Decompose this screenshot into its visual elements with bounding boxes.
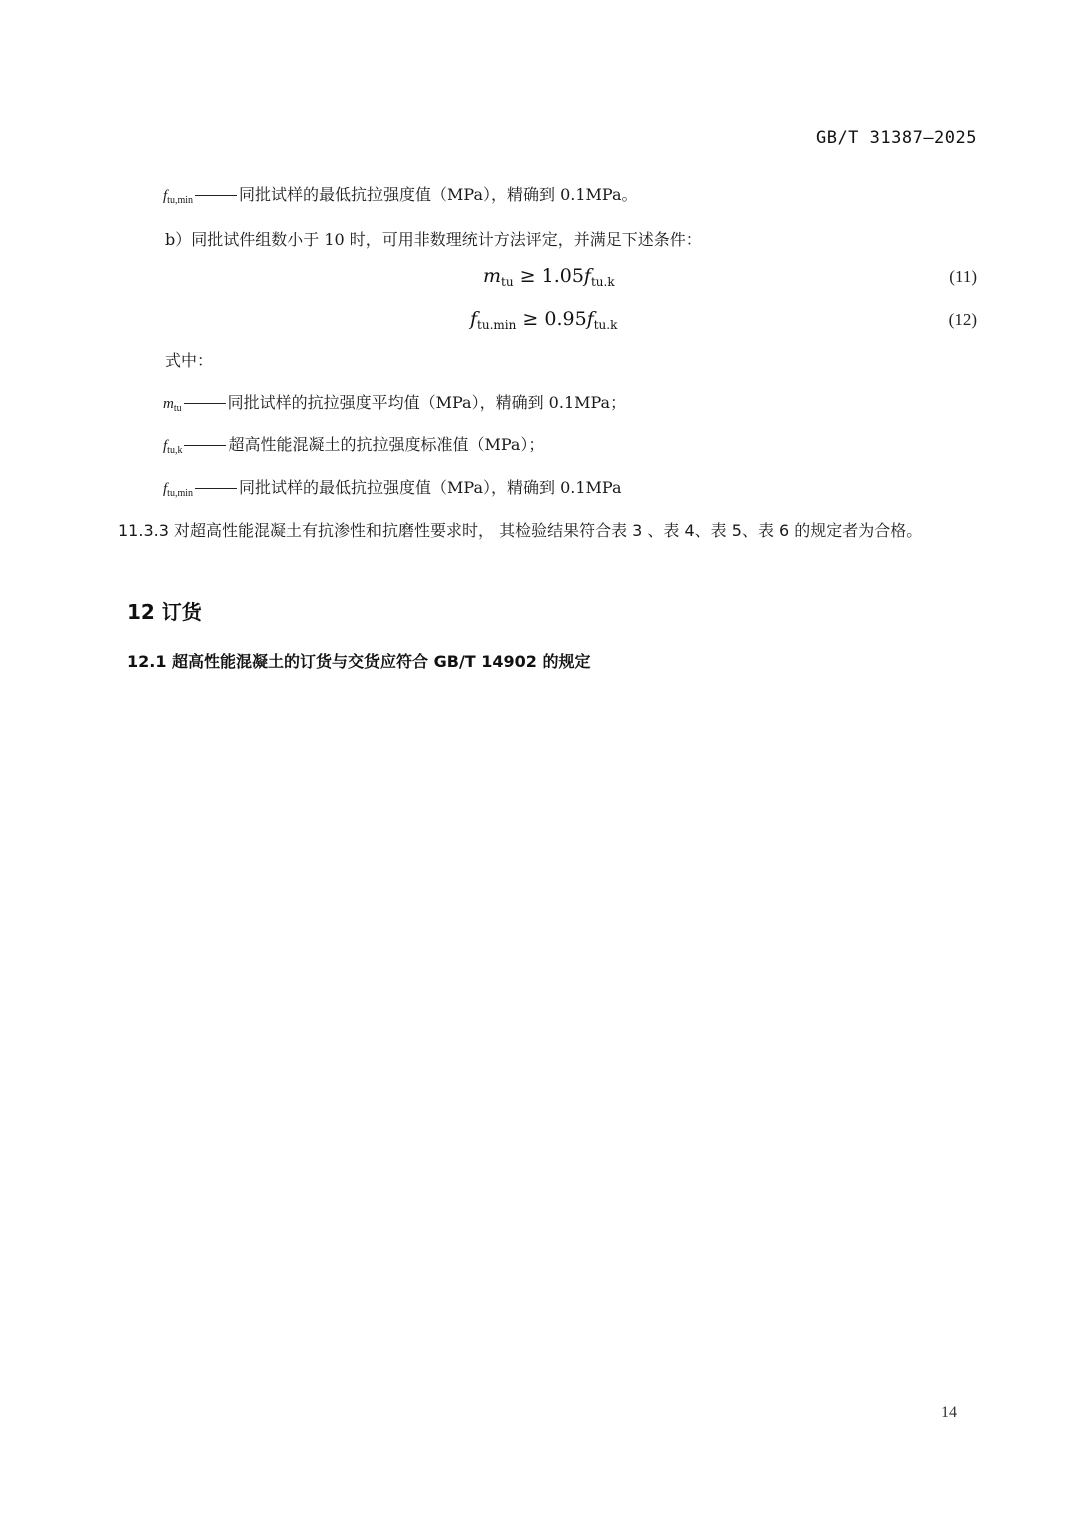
standard-code-header: GB/T 31387—2025 <box>815 128 977 148</box>
em-dash-divider <box>195 488 237 489</box>
definition-text: 同批试样的抗拉强度平均值（MPa），精确到 0.1MPa； <box>227 393 627 412</box>
equation-number-11: (11) <box>949 267 977 286</box>
definition-text: 同批试样的最低抗拉强度值（MPa），精确到 0.1MPa。 <box>239 185 638 204</box>
formula-12: $f_{tu.min} \ge 0.95f_{tu.k}$ <box>470 308 618 332</box>
definition-text: 超高性能混凝土的抗拉强度标准值（MPa）； <box>228 435 545 454</box>
em-dash-divider <box>195 195 237 196</box>
definition-ftu-k <box>163 434 544 462</box>
formula-11: $m_{tu} \ge 1.05f_{tu.k}$ <box>483 265 615 289</box>
em-dash-divider <box>184 403 226 404</box>
symbol: $f_{tu,k}$ <box>163 438 183 456</box>
definition-ftu-min-top <box>163 184 638 212</box>
equation-number-12: (12) <box>948 310 977 329</box>
symbol: $m_{tu}$ <box>163 396 182 414</box>
item-b-paragraph: b）同批试件组数小于 10 时，可用非数理统计方法评定，并满足下述条件： <box>165 230 702 249</box>
symbol: $f_{tu,min}$ <box>163 481 194 499</box>
symbol: $f_{tu,min}$ <box>163 188 194 206</box>
definition-text: 同批试样的最低抗拉强度值（MPa），精确到 0.1MPa <box>239 478 622 497</box>
definition-mtu <box>163 392 626 420</box>
page-number: 14 <box>941 1404 957 1421</box>
where-label: 式中： <box>165 351 214 370</box>
section-heading-12: 12 订货 <box>127 600 202 624</box>
em-dash-divider <box>184 445 226 446</box>
clause-12-1: 12.1 超高性能混凝土的订货与交货应符合 GB/T 14902 的规定 <box>127 652 591 671</box>
clause-11-3-3: 11.3.3 对超高性能混凝土有抗渗性和抗磨性要求时， 其检验结果符合表 3 、表 4、表 5、表 6 的规定者为合格。 <box>118 521 923 540</box>
definition-ftu-min <box>163 477 622 505</box>
